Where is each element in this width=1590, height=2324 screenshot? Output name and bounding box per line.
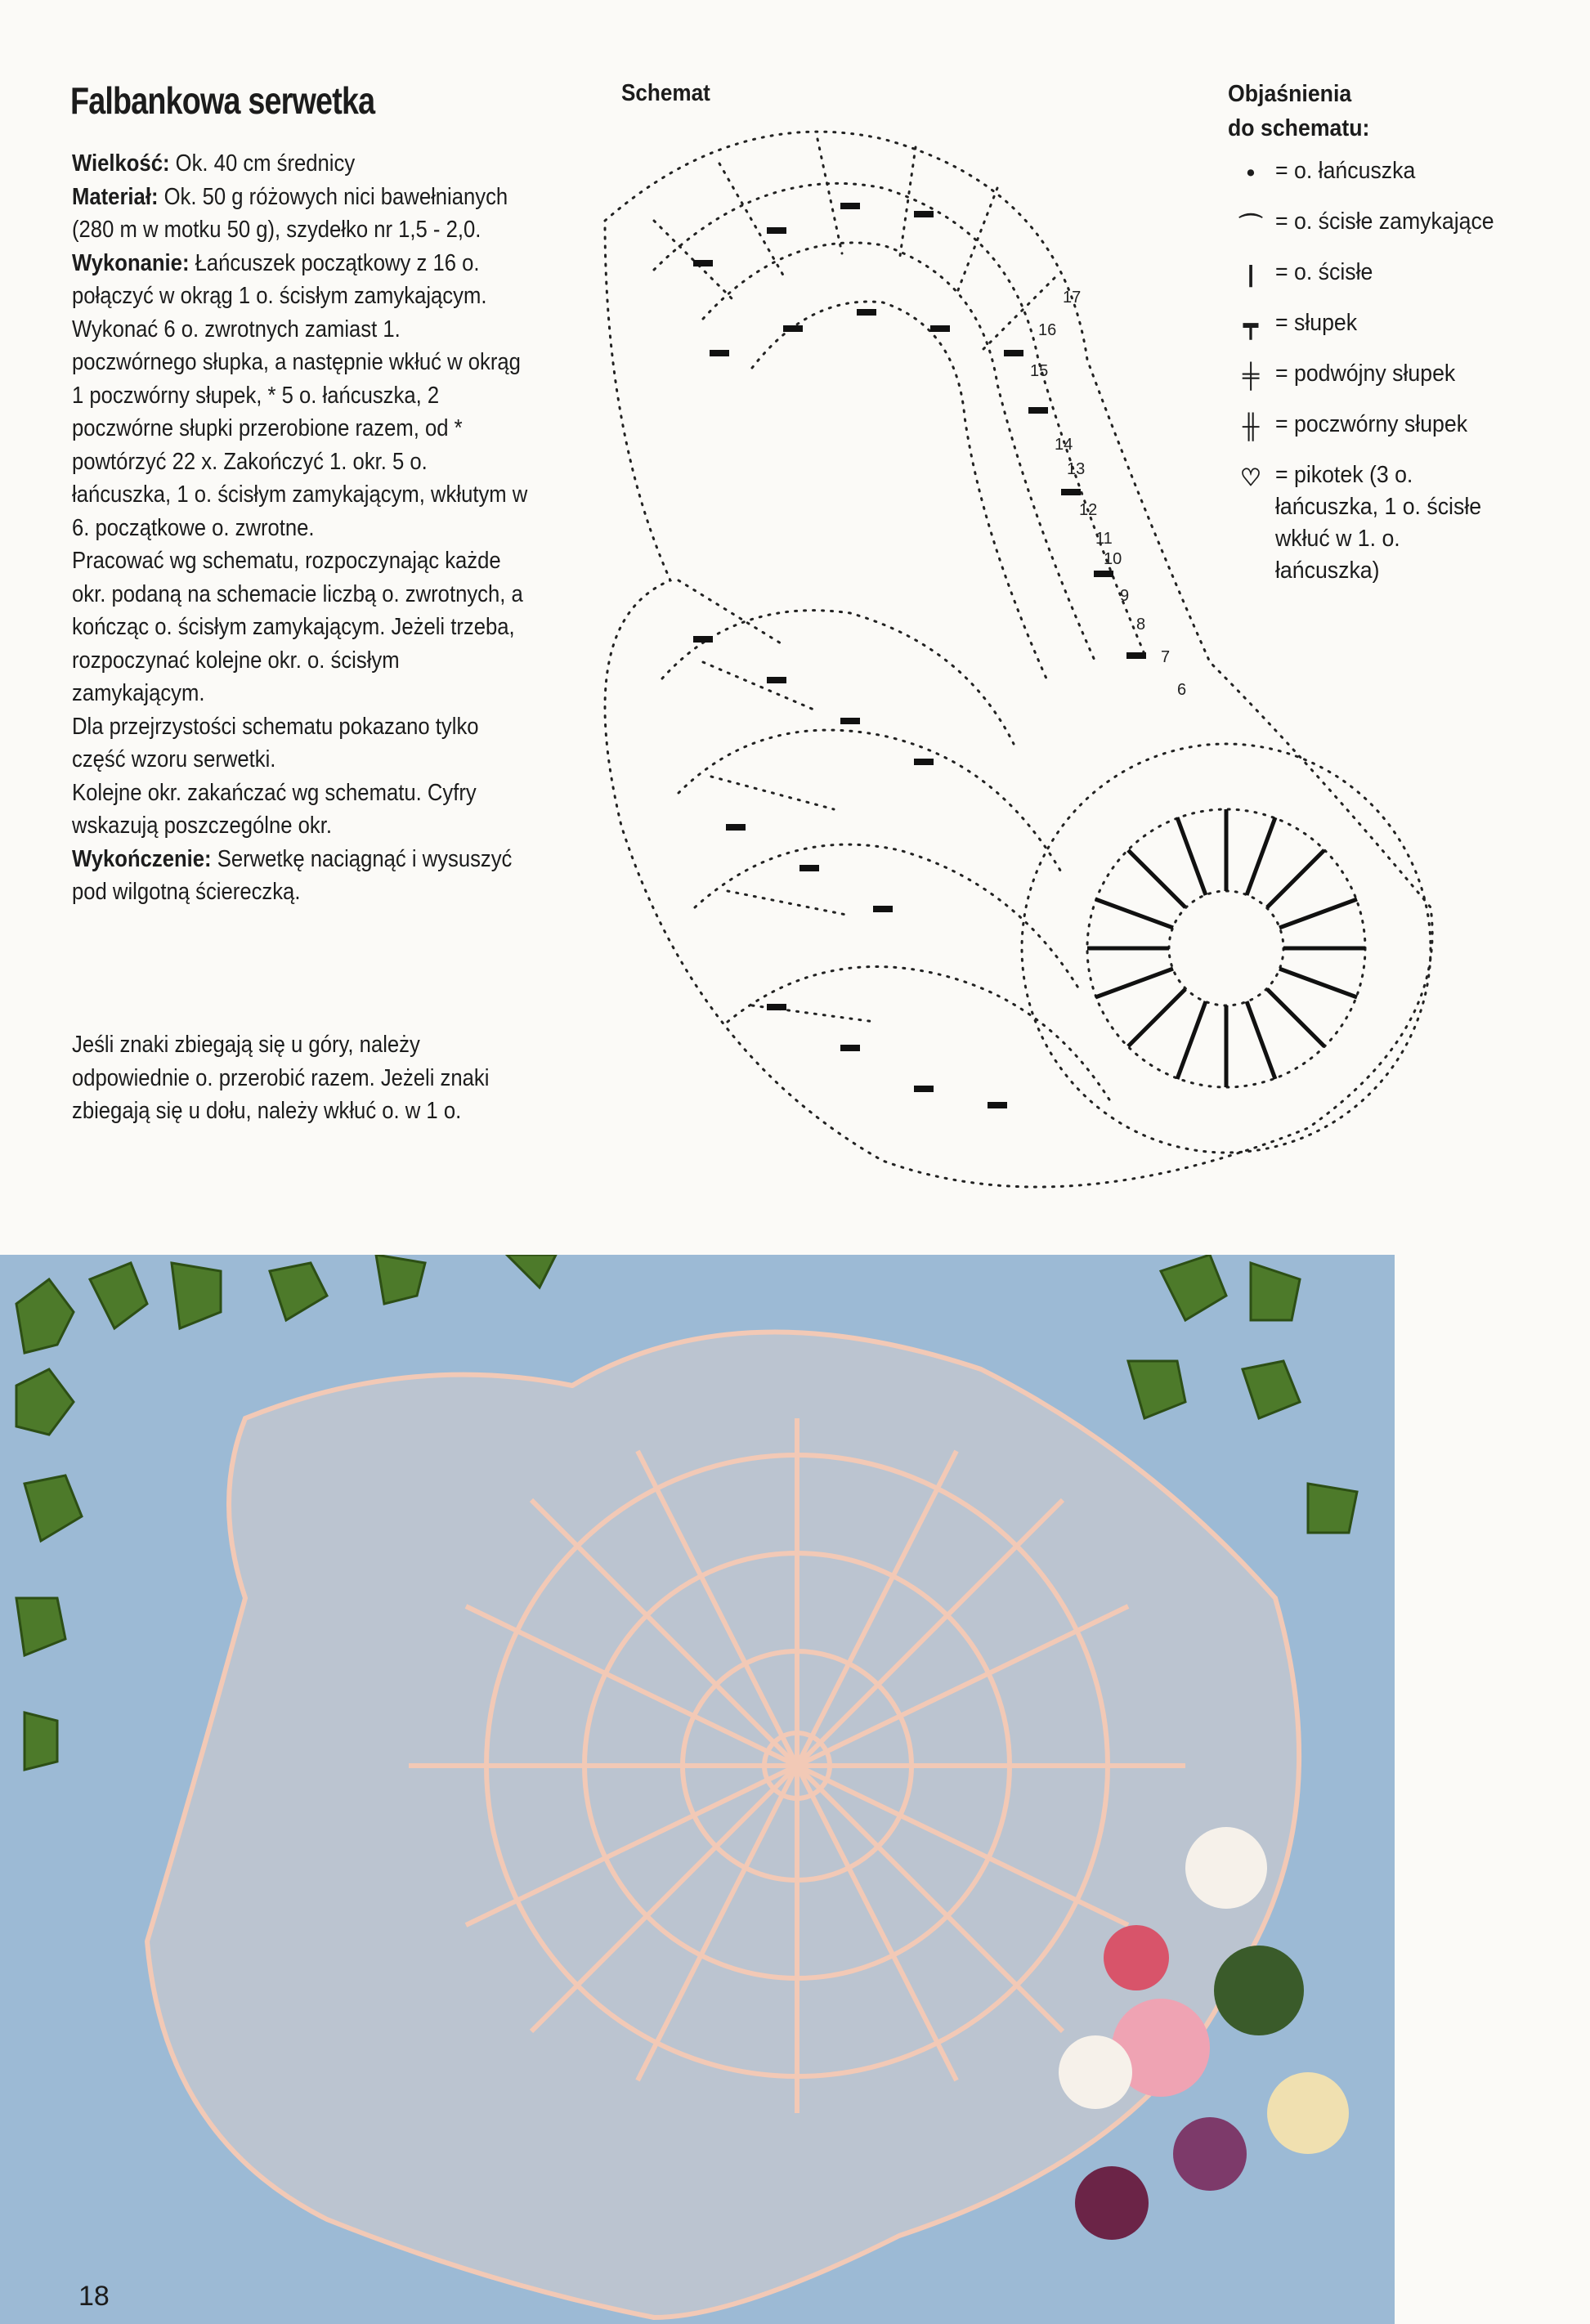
clarity-paragraph: Dla przejrzystości schematu pokazano tylko część wzoru serwetki. (72, 713, 479, 772)
finishing-paragraph (72, 843, 530, 909)
execution-paragraph (72, 247, 530, 545)
instructions-text (72, 147, 530, 909)
size-paragraph (72, 147, 530, 181)
single-crochet-icon: | (1247, 261, 1255, 288)
material-text: Ok. 50 g różowych nici bawełnianych (280 m w motku 50 g), szydełko nr 1,5 - 2,0. (72, 183, 508, 243)
round-number-14: 14 (1055, 436, 1073, 454)
round-number-12: 12 (1079, 501, 1098, 519)
size-label: Wielkość: (72, 150, 170, 177)
treble-crochet-icon: ╪ (1242, 362, 1260, 389)
material-label: Materiał: (72, 183, 159, 210)
finishing-label: Wykończenie: (72, 845, 212, 872)
round-number-16: 16 (1038, 321, 1057, 339)
rounds-paragraph: Kolejne okr. zakańczać wg schematu. Cyfry wskazują poszczególne okr. (72, 779, 477, 839)
legend-text: = o. łańcuszka (1275, 158, 1416, 184)
legend-title-line1: Objaśnienia (1228, 81, 1352, 107)
double-crochet-icon: ┯ (1243, 312, 1258, 339)
round-number-6: 6 (1177, 681, 1187, 699)
legend-text: = podwójny słupek (1275, 360, 1456, 387)
symbols-note: Jeśli znaki zbiegają się u góry, należy odpowiednie o. przerobić razem. Jeżeli znaki zbiegają się u dołu, należy wkłuć o. w 1 o. (72, 1032, 490, 1124)
round-number-8: 8 (1136, 616, 1146, 634)
round-number-11: 11 (1095, 530, 1113, 548)
legend-text: = o. ścisłe zamykające (1275, 208, 1494, 235)
legend-text: = pikotek (3 o. łańcuszka, 1 o. ścisłe wkłuć w 1. o. łańcuszka) (1275, 462, 1482, 584)
schema-label: Schemat (621, 80, 710, 106)
quadruple-treble-icon: ╫ (1242, 413, 1260, 440)
page-number: 18 (78, 2281, 110, 2312)
slip-stitch-icon: ⌒ (1238, 213, 1263, 240)
picot-icon: ♡ (1240, 464, 1261, 491)
chain-icon: • (1246, 159, 1256, 186)
page-title: Falbankowa serwetka (70, 79, 375, 122)
crochet-schema-diagram (572, 90, 1455, 1234)
round-number-7: 7 (1161, 648, 1171, 666)
execution-label: Wykonanie: (72, 249, 190, 276)
finishing-text: Serwetkę naciągnąć i wysuszyć pod wilgotną ściereczką. (72, 845, 513, 905)
legend-title-line2: do schematu: (1228, 115, 1370, 141)
execution-text: Łańcuszek początkowy z 16 o. połączyć w okrąg 1 o. ścisłym zamykającym. Wykonać 6 o. zwrotnych zamiast 1. poczwórnego słupka, a następnie wkłuć w okrąg 1 poczwórny słupek, * 5 o. łańcuszka, 2 poczwórne słupki przerobione razem, od * powtórzyć 22 x. Zakończyć 1. okr. 5 o. łańcuszka, 1 o. ścisłym zamykającym, wkłutym w 6. początkowe o. zwrotne. (72, 249, 528, 541)
round-number-9: 9 (1120, 587, 1130, 605)
round-number-10: 10 (1104, 550, 1122, 568)
round-number-13: 13 (1067, 460, 1086, 478)
legend-text: = o. ścisłe (1275, 259, 1373, 285)
doily-photo (0, 1255, 1395, 2324)
round-number-17: 17 (1063, 289, 1082, 307)
round-number-15: 15 (1030, 362, 1049, 380)
size-text: Ok. 40 cm średnicy (169, 150, 356, 177)
material-paragraph (72, 181, 530, 247)
legend-text: = poczwórny słupek (1275, 411, 1468, 437)
pattern-paragraph: Pracować wg schematu, rozpoczynając każde okr. podaną na schemacie liczbą o. zwrotnych, a kończąc o. ścisłym zamykającym. Jeżeli trzeba, rozpoczynać kolejne okr. o. ścisłym zamykającym. (72, 548, 523, 706)
legend-text: = słupek (1275, 310, 1358, 336)
